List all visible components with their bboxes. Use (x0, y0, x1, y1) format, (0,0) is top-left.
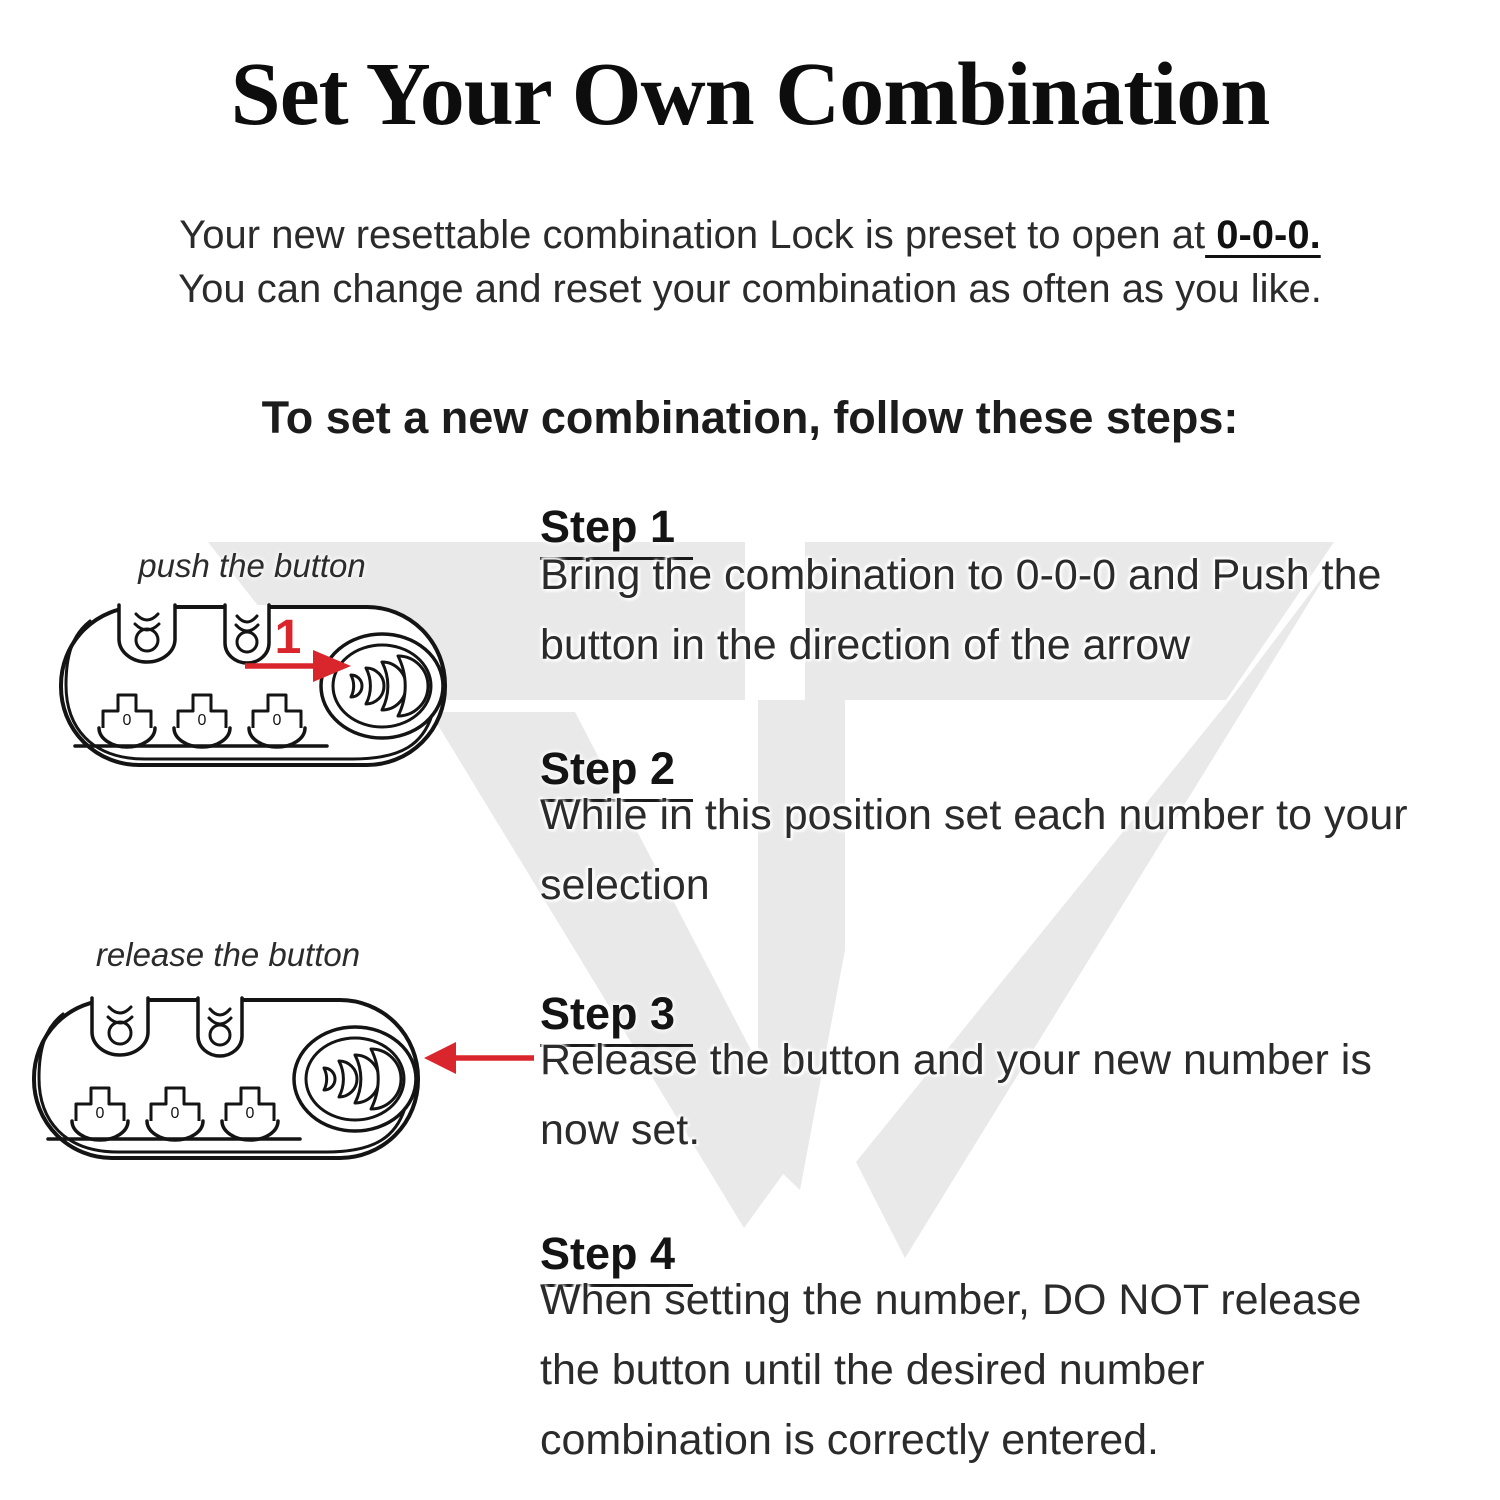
release-button-label: release the button (95, 936, 361, 973)
step-1-body: Bring the combination to 0-0-0 and Push the button in the direction of the arrow (540, 551, 1382, 669)
preset-combination-value: 0-0-0. (1205, 213, 1321, 257)
intro-line-1: Your new resettable combination Lock is preset to open at 0-0-0. (179, 213, 1321, 257)
arrow-left-icon (422, 1039, 536, 1077)
step-2-body: While in this position set each number to your selection (540, 791, 1408, 909)
step-3-body: Release the button and your new number is now set. (540, 1036, 1372, 1154)
step-4-body: When setting the number, DO NOT release the button until the desired number combination is correctly entered. (540, 1276, 1362, 1464)
step-3-heading: Step 3 (540, 990, 1475, 1047)
intro-paragraph (0, 208, 1500, 316)
lock-diagram-release (30, 992, 422, 1162)
step-2-heading: Step 2 (540, 745, 1475, 802)
page-title: Set Your Own Combination (230, 45, 1270, 144)
subheading: To set a new combination, follow these steps: (261, 392, 1239, 443)
lock-diagram-push (57, 599, 449, 769)
push-button-label: push the button (138, 547, 366, 584)
step-4-heading: Step 4 (540, 1230, 1475, 1287)
step-1-heading: Step 1 (540, 503, 1475, 560)
intro-line-2: You can change and reset your combination as often as you like. (178, 267, 1322, 311)
callout-number: 1 (274, 611, 302, 664)
